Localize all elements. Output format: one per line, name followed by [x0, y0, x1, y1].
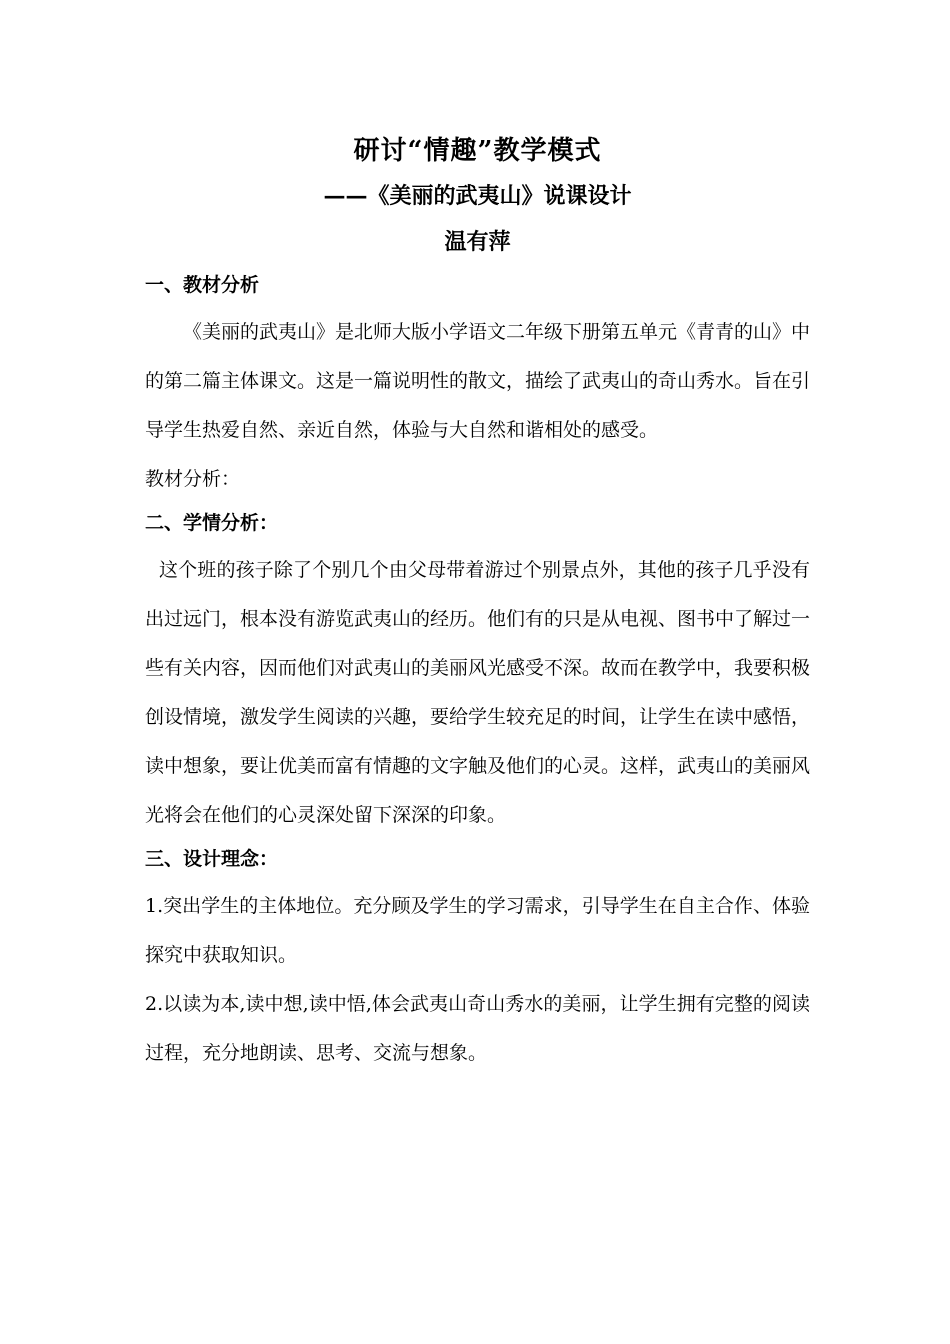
section-design-concept: [145, 840, 810, 1078]
section-heading: 三、设计理念：: [145, 848, 279, 870]
section-student-analysis: [145, 504, 810, 840]
paragraph: 2.以读为本,读中想,读中悟,体会武夷山奇山秀水的美丽，让学生拥有完整的阅读过程，充分地朗读、思考、交流与想象。: [145, 993, 810, 1064]
document-title: 研讨“情趣”教学模式: [353, 136, 602, 166]
paragraph: 1.突出学生的主体地位。充分顾及学生的学习需求，引导学生在自主合作、体验探究中获取知识。: [145, 895, 810, 966]
paragraph: 教材分析：: [145, 468, 241, 490]
paragraph: 《美丽的武夷山》是北师大版小学语文二年级下册第五单元《青青的山》中的第二篇主体课文。这是一篇说明性的散文，描绘了武夷山的奇山秀水。旨在引导学生热爱自然、亲近自然，体验与大自然和谐相处的感受。: [145, 321, 811, 441]
paragraph: 这个班的孩子除了个别几个由父母带着游过个别景点外，其他的孩子几乎没有出过远门，根本没有游览武夷山的经历。他们有的只是从电视、图书中了解过一些有关内容，因而他们对武夷山的美丽风光感受不深。故而在教学中，我要积极创设情境，激发学生阅读的兴趣，要给学生较充足的时间，让学生在读中感悟，读中想象，要让优美而富有情趣的文字触及他们的心灵。这样，武夷山的美丽风光将会在他们的心灵深处留下深深的印象。: [145, 559, 811, 826]
section-heading: 二、学情分析：: [145, 512, 279, 534]
section-textbook-analysis: [145, 266, 810, 504]
document-subtitle: ——《美丽的武夷山》说课设计: [323, 183, 632, 209]
section-heading: 一、教材分析: [145, 274, 260, 296]
document-page: [145, 128, 810, 1078]
author-name: 温有萍: [444, 229, 511, 255]
